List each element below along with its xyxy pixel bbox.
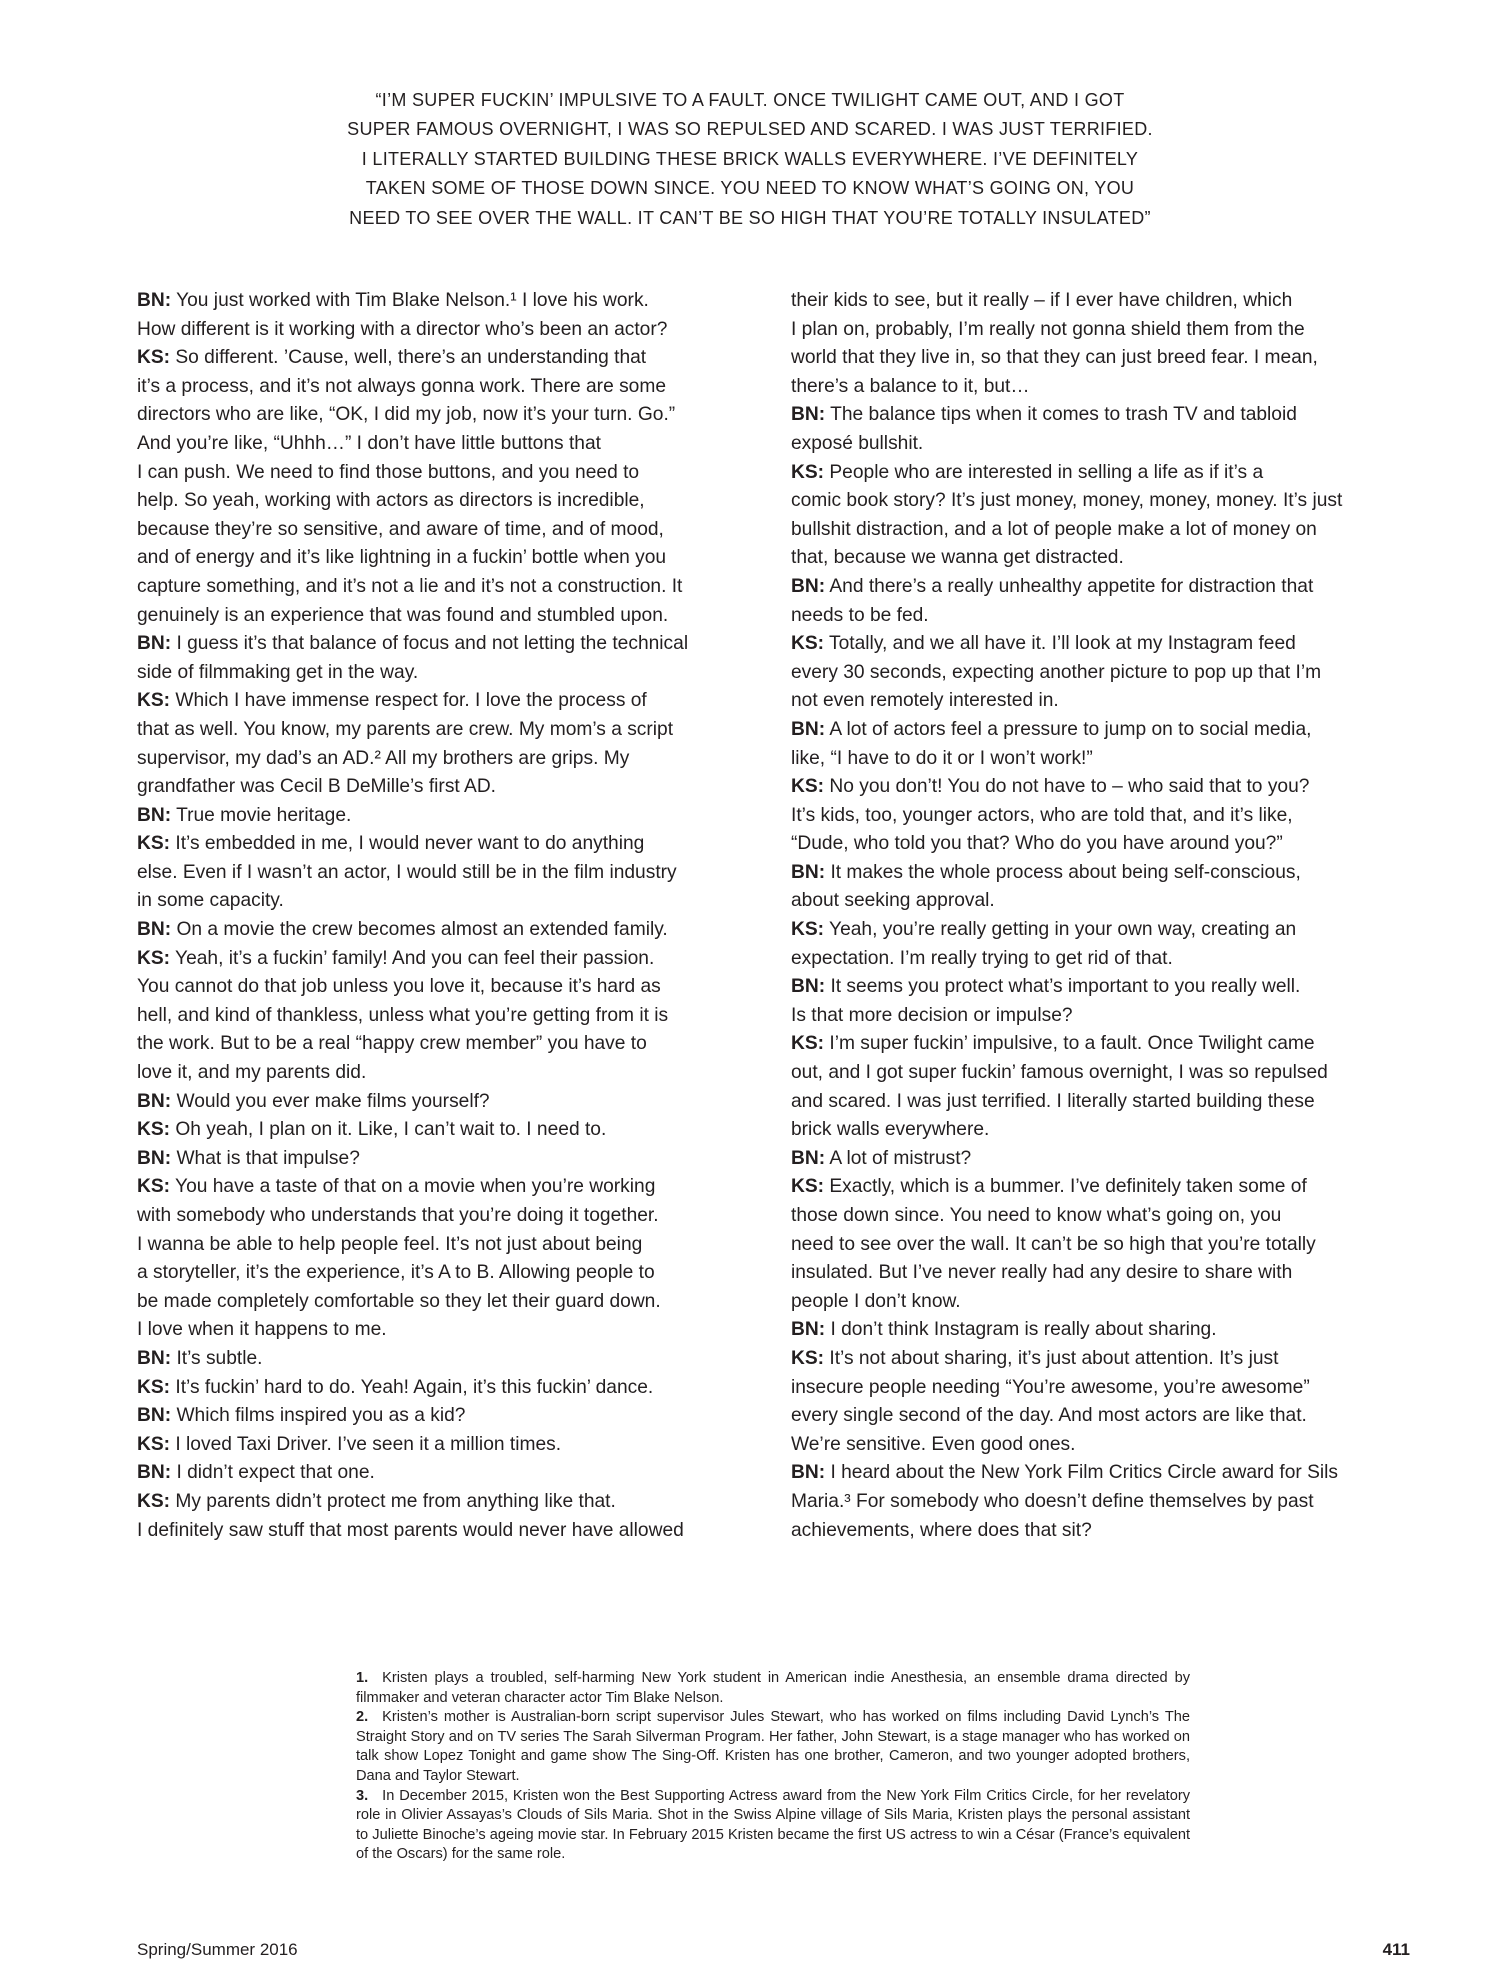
issue-label: Spring/Summer 2016 [137, 1940, 298, 1959]
speaker-label: BN: [791, 1147, 826, 1169]
text-line: capture something, and it’s not a lie and it’s not a construction. It [137, 575, 683, 597]
text-line: Is that more decision or impulse? [791, 1004, 1073, 1026]
text-line: hell, and kind of thankless, unless what you’re getting from it is [137, 1004, 669, 1026]
text-line: I definitely saw stuff that most parents would never have allowed [137, 1519, 684, 1541]
speaker-label: KS: [137, 1376, 171, 1398]
footnote-number: 1. [356, 1670, 369, 1686]
text-line: the work. But to be a real “happy crew member” you have to [137, 1033, 647, 1055]
text-line: love it, and my parents did. [137, 1062, 367, 1084]
text-line: BN: The balance tips when it comes to trash TV and tabloid [791, 404, 1297, 426]
footnote-number: 2. [356, 1709, 369, 1726]
text-line: that, because we wanna get distracted. [791, 547, 1124, 569]
speaker-label: KS: [791, 1176, 825, 1198]
text-line: “Dude, who told you that? Who do you have around you?” [791, 833, 1283, 855]
text-line: I can push. We need to find those buttons, and you need to [137, 461, 640, 483]
speaker-label: KS: [791, 461, 825, 483]
speaker-label: BN: [791, 976, 826, 998]
text-line: KS: Exactly, which is a bummer. I’ve definitely taken some of [791, 1176, 1307, 1198]
text-line: KS: It’s fuckin’ hard to do. Yeah! Again, it’s this fuckin’ dance. [137, 1376, 654, 1398]
footnote: 1. Kristen plays a troubled, self-harming New York student in American indie Anesthesia, an ensemble drama directed by filmmaker and veteran character actor Tim Blake Nelson. [356, 1670, 1190, 1706]
text-line: BN: Would you ever make films yourself? [137, 1090, 490, 1112]
speaker-label: BN: [137, 1147, 172, 1169]
text-line: I wanna be able to help people feel. It’s not just about being [137, 1233, 643, 1255]
text-line: people I don’t know. [791, 1290, 961, 1312]
speaker-label: KS: [137, 1433, 171, 1455]
text-line: in some capacity. [137, 890, 284, 912]
text-line: We’re sensitive. Even good ones. [791, 1433, 1076, 1455]
text-line: KS: Oh yeah, I plan on it. Like, I can’t wait to. I need to. [137, 1119, 607, 1141]
text-line: KS: You have a taste of that on a movie when you’re working [137, 1176, 656, 1198]
speaker-label: KS: [137, 1490, 171, 1512]
text-line: brick walls everywhere. [791, 1119, 990, 1141]
text-line: need to see over the wall. It can’t be so high that you’re totally [791, 1233, 1316, 1255]
text-line: You cannot do that job unless you love it, because it’s hard as [137, 976, 661, 998]
pull-quote-line: I LITERALLY STARTED BUILDING THESE BRICK WALLS EVERYWHERE. I’VE DEFINITELY [361, 148, 1139, 169]
text-line: that as well. You know, my parents are crew. My mom’s a script [137, 718, 674, 740]
text-line: about seeking approval. [791, 890, 995, 912]
interview-column-left [137, 287, 688, 1545]
speaker-label: BN: [137, 290, 172, 311]
text-line: BN: It seems you protect what’s important to you really well. [791, 976, 1301, 998]
footnotes [356, 1669, 1190, 1865]
text-line: there’s a balance to it, but… [791, 375, 1030, 397]
text-line: BN: And there’s a really unhealthy appetite for distraction that [791, 575, 1314, 597]
text-line: BN: I don’t think Instagram is really about sharing. [791, 1319, 1217, 1341]
footnote: 2. Kristen’s mother is Australian-born script supervisor Jules Stewart, who has worked on films including David Lynch’s The Straight Story and on TV series The Sarah Silverman Program. Her father, John Stewart, is a stage manager who has worked on talk show Lopez Tonight and game show The Sing-Off. Kristen has one brother, Cameron, and two younger adopted brothers, Dana and Taylor Stewart. [356, 1709, 1190, 1784]
text-line: needs to be fed. [791, 604, 929, 626]
speaker-label: KS: [791, 1347, 825, 1369]
text-line: else. Even if I wasn’t an actor, I would still be in the film industry [137, 861, 677, 883]
text-line: BN: A lot of mistrust? [791, 1147, 972, 1169]
text-line: those down since. You need to know what’s going on, you [791, 1205, 1282, 1226]
text-line: Maria.³ For somebody who doesn’t define themselves by past [791, 1490, 1314, 1512]
speaker-label: KS: [137, 1119, 171, 1141]
text-line: And you’re like, “Uhhh…” I don’t have little buttons that [137, 432, 601, 454]
text-line: BN: What is that impulse? [137, 1147, 360, 1169]
speaker-label: BN: [137, 1347, 172, 1369]
pull-quote-line: SUPER FAMOUS OVERNIGHT, I WAS SO REPULSED AND SCARED. I WAS JUST TERRIFIED. [347, 119, 1153, 140]
text-line: I plan on, probably, I’m really not gonna shield them from the [791, 318, 1305, 340]
speaker-label: KS: [791, 919, 825, 941]
speaker-label: BN: [137, 804, 172, 826]
text-line: How different is it working with a director who’s been an actor? [137, 318, 668, 340]
speaker-label: KS: [791, 633, 825, 655]
text-line: exposé bullshit. [791, 432, 924, 454]
text-line: help. So yeah, working with actors as directors is incredible, [137, 490, 645, 512]
text-line: BN: On a movie the crew becomes almost an extended family. [137, 919, 668, 941]
speaker-label: KS: [137, 833, 171, 855]
text-line: directors who are like, “OK, I did my job, now it’s your turn. Go.” [137, 404, 676, 426]
speaker-label: BN: [137, 1462, 172, 1484]
text-line: a storyteller, it’s the experience, it’s A to B. Allowing people to [137, 1262, 655, 1284]
speaker-label: BN: [137, 1405, 172, 1427]
text-line: BN: True movie heritage. [137, 804, 352, 826]
text-line: expectation. I’m really trying to get rid of that. [791, 947, 1173, 969]
pull-quote-line: NEED TO SEE OVER THE WALL. IT CAN’T BE SO HIGH THAT YOU’RE TOTALLY INSULATED” [349, 207, 1151, 228]
page-number: 411 [1382, 1940, 1410, 1959]
text-line: KS: Yeah, it’s a fuckin’ family! And you can feel their passion. [137, 947, 655, 969]
footnote-number: 3. [356, 1787, 369, 1804]
text-line: and scared. I was just terrified. I literally started building these [791, 1090, 1315, 1112]
text-line: KS: No you don’t! You do not have to – who said that to you? [791, 776, 1310, 798]
text-line: KS: Totally, and we all have it. I’ll look at my Instagram feed [791, 633, 1296, 655]
text-line: BN: It’s subtle. [137, 1347, 263, 1369]
speaker-label: KS: [791, 776, 825, 798]
text-line: KS: It’s not about sharing, it’s just about attention. It’s just [791, 1347, 1279, 1369]
text-line: It’s kids, too, younger actors, who are told that, and it’s like, [791, 804, 1293, 826]
text-line: supervisor, my dad’s an AD.² All my brothers are grips. My [137, 747, 630, 769]
text-line: BN: Which films inspired you as a kid? [137, 1405, 466, 1427]
text-line: KS: I’m super fuckin’ impulsive, to a fault. Once Twilight came [791, 1033, 1315, 1055]
text-line: their kids to see, but it really – if I ever have children, which [791, 290, 1293, 311]
speaker-label: KS: [137, 347, 171, 369]
text-line: bullshit distraction, and a lot of people make a lot of money on [791, 518, 1317, 540]
pull-quote-line: “I’M SUPER FUCKIN’ IMPULSIVE TO A FAULT. ONCE TWILIGHT CAME OUT, AND I GOT [375, 90, 1125, 110]
text-line: insulated. But I’ve never really had any desire to share with [791, 1262, 1293, 1284]
text-line: out, and I got super fuckin’ famous overnight, I was so repulsed [791, 1062, 1328, 1084]
text-line: like, “I have to do it or I won’t work!” [791, 747, 1093, 769]
interview-column-right [791, 287, 1342, 1545]
text-line: KS: So different. ’Cause, well, there’s an understanding that [137, 347, 647, 369]
text-line: be made completely comfortable so they let their guard down. [137, 1290, 661, 1312]
speaker-label: KS: [137, 1176, 171, 1198]
footnote: 3. In December 2015, Kristen won the Best Supporting Actress award from the New York Film Critics Circle, for her revelatory role in Olivier Assayas’s Clouds of Sils Maria. Shot in the Swiss Alpine village of Sils Maria, Kristen plays the personal assistant to Juliette Binoche’s ageing movie star. In February 2015 Kristen became the first US actress to win a César (France’s equivalent of the Oscars) for the same role. [356, 1787, 1190, 1863]
speaker-label: BN: [791, 575, 826, 597]
speaker-label: KS: [791, 1033, 825, 1055]
text-line: BN: It makes the whole process about being self-conscious, [791, 861, 1301, 883]
text-line: KS: I loved Taxi Driver. I’ve seen it a million times. [137, 1433, 562, 1455]
text-line: KS: Yeah, you’re really getting in your own way, creating an [791, 919, 1297, 941]
text-line: KS: My parents didn’t protect me from anything like that. [137, 1490, 616, 1512]
text-line: every 30 seconds, expecting another picture to pop up that I’m [791, 661, 1322, 683]
text-line: I love when it happens to me. [137, 1319, 387, 1341]
text-line: achievements, where does that sit? [791, 1519, 1092, 1541]
text-line: genuinely is an experience that was found and stumbled upon. [137, 604, 669, 626]
text-line: world that they live in, so that they can just breed fear. I mean, [791, 347, 1318, 369]
text-line: BN: A lot of actors feel a pressure to jump on to social media, [791, 718, 1312, 740]
text-line: and of energy and it’s like lightning in a fuckin’ bottle when you [137, 547, 667, 569]
speaker-label: BN: [791, 1319, 826, 1341]
pull-quote-line: TAKEN SOME OF THOSE DOWN SINCE. YOU NEED TO KNOW WHAT’S GOING ON, YOU [365, 178, 1135, 199]
text-line: KS: It’s embedded in me, I would never want to do anything [137, 833, 645, 855]
speaker-label: BN: [791, 404, 826, 426]
speaker-label: BN: [791, 861, 826, 883]
text-line: not even remotely interested in. [791, 690, 1059, 712]
text-line: KS: People who are interested in selling a life as if it’s a [791, 461, 1264, 483]
text-line: comic book story? It’s just money, money, money, money. It’s just [791, 490, 1343, 512]
speaker-label: BN: [791, 718, 826, 740]
text-line: insecure people needing “You’re awesome, you’re awesome” [791, 1376, 1310, 1398]
text-line: it’s a process, and it’s not always gonna work. There are some [137, 375, 666, 397]
text-line: BN: You just worked with Tim Blake Nelson.¹ I love his work. [137, 290, 649, 311]
text-line: with somebody who understands that you’re doing it together. [137, 1205, 659, 1226]
pull-quote [300, 86, 1200, 233]
text-line: every single second of the day. And most actors are like that. [791, 1405, 1307, 1427]
text-line: KS: Which I have immense respect for. I love the process of [137, 690, 647, 712]
speaker-label: BN: [791, 1462, 826, 1484]
speaker-label: BN: [137, 633, 172, 655]
text-line: BN: I guess it’s that balance of focus and not letting the technical [137, 633, 689, 655]
speaker-label: BN: [137, 919, 172, 941]
speaker-label: KS: [137, 947, 171, 969]
text-line: because they’re so sensitive, and aware of time, and of mood, [137, 518, 664, 540]
text-line: BN: I heard about the New York Film Critics Circle award for Sils [791, 1462, 1339, 1484]
speaker-label: KS: [137, 690, 171, 712]
text-line: side of filmmaking get in the way. [137, 661, 419, 683]
speaker-label: BN: [137, 1090, 172, 1112]
text-line: grandfather was Cecil B DeMille’s first AD. [137, 776, 497, 798]
text-line: BN: I didn’t expect that one. [137, 1462, 375, 1484]
